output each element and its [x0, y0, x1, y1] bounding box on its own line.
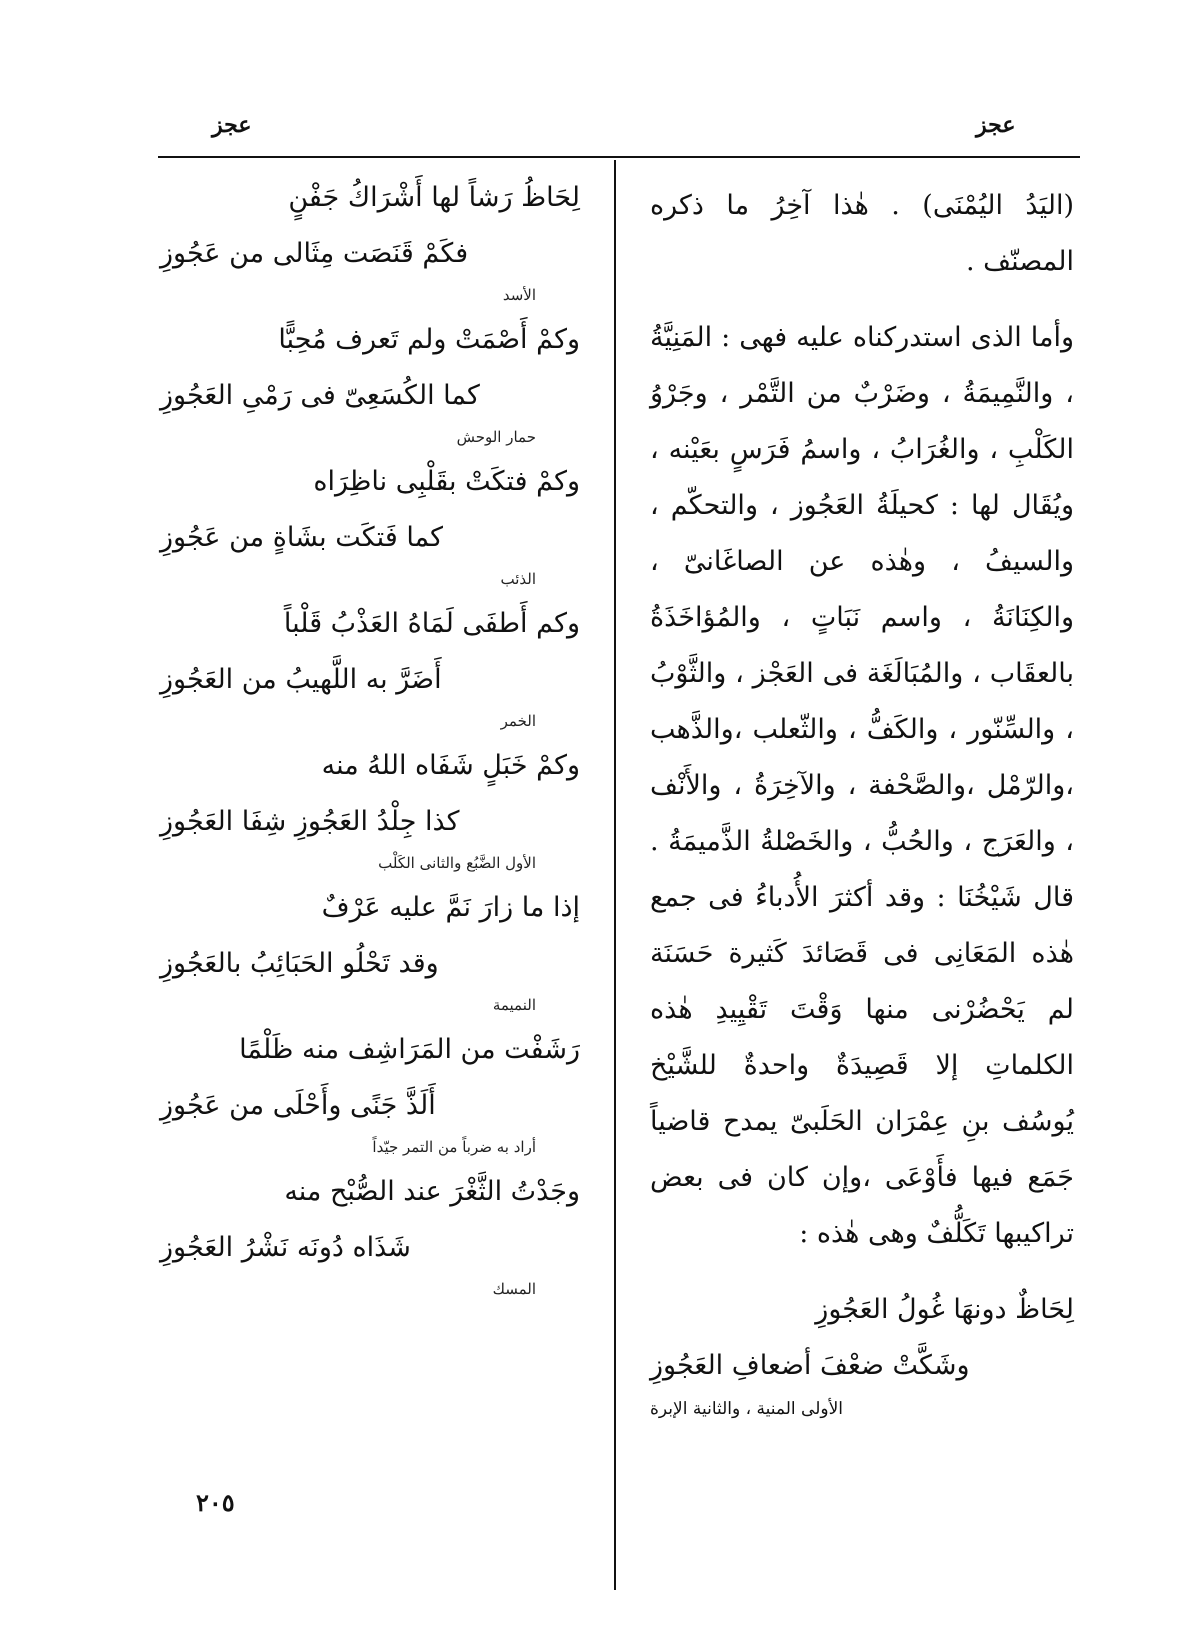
verse-gloss: الأسد	[502, 286, 536, 304]
verse-gloss: الأول الضَّبُع والثانى الكَلْب	[378, 854, 536, 872]
stanza	[160, 738, 580, 876]
stanza	[160, 1164, 580, 1302]
column-divider	[614, 160, 616, 1590]
verse-second-hemistich: كما فَتكَت بشَاةٍ من عَجُوزِ	[160, 522, 444, 553]
verse-line-a: لِحَاظٌ دونهَا غُولُ العَجُوزِ	[815, 1294, 1074, 1325]
verse-second-hemistich: وقد تَحْلُو الحَبَائِبُ بالعَجُوزِ	[160, 948, 439, 979]
verse-first-hemistich: لِحَاظُ رَشاً لها أَشْرَاكُ جَفْنٍ	[288, 182, 580, 213]
page-number: ٢٠٥	[196, 1488, 235, 1517]
running-header-right: عجز	[976, 112, 1016, 138]
running-header-left: عجز	[212, 112, 252, 138]
verse-first-hemistich: وجَدْتُ الثَّغْرَ عند الصُّبْح منه	[284, 1176, 580, 1207]
verse-second-hemistich: شَذَاه دُونَه نَشْرُ العَجُوزِ	[160, 1232, 411, 1263]
verse-line-b: وشَكَّتْ ضعْفَ أضعافِ العَجُوزِ	[650, 1350, 970, 1381]
header-rule	[158, 156, 1080, 158]
verse-second-hemistich: كذا جِلْدُ العَجُوزِ شِفَا العَجُوزِ	[160, 806, 460, 837]
verse-gloss: أراد به ضرباً من التمر جيّداً	[372, 1138, 536, 1156]
verse-first-hemistich: وكمْ خَبَلٍ شَفَاه اللهُ منه	[321, 750, 580, 781]
verse-gloss: النميمة	[492, 996, 536, 1014]
verse-first-hemistich: وكمْ فتكَتْ بقَلْبِى ناظِرَاه	[313, 466, 580, 497]
verse-gloss: المسك	[492, 1280, 536, 1298]
stanza	[160, 596, 580, 734]
verse-note: الأولى المنية ، والثانية الإبرة	[650, 1399, 844, 1419]
verse-first-hemistich: وكمْ أَصْمَتْ ولم تَعرف مُحِبًّا	[278, 324, 580, 355]
stanza	[160, 880, 580, 1018]
paragraph-1: (اليَدُ اليُمْنَى) . هٰذا آخِرُ ما ذكره المصنّف .	[650, 190, 1074, 277]
stanza	[160, 1022, 580, 1160]
verse-gloss: الخمر	[500, 712, 536, 730]
verse-second-hemistich: أَضَرَّ به اللَّهيبُ من العَجُوزِ	[160, 664, 442, 695]
left-column	[160, 170, 580, 1306]
verse-second-hemistich: كما الكُسَعِىّ فى رَمْىِ العَجُوزِ	[160, 380, 480, 411]
verse-gloss: حمار الوحش	[456, 428, 536, 446]
stanza	[160, 170, 580, 308]
stanza	[160, 454, 580, 592]
verse-first-hemistich: رَشَفْت من المَرَاشِف منه ظَلْمًا	[239, 1034, 580, 1065]
verse-first-hemistich: وكم أَطفَى لَمَاهُ العَذْبُ قَلْباً	[283, 608, 580, 639]
verse-second-hemistich: فكَمْ قَنَصَت مِثَالى من عَجُوزِ	[160, 238, 469, 269]
verse-first-hemistich: إذا ما زارَ نَمَّ عليه عَرْفٌ	[321, 892, 580, 923]
right-column	[650, 178, 1074, 1424]
verse-second-hemistich: أَلَذَّ جَنًى وأَحْلَى من عَجُوزِ	[160, 1090, 436, 1121]
paragraph-2: وأما الذى استدركناه عليه فهى : المَنِيَّةُ ، والنَّمِيمَةُ ، وضَرْبٌ من التَّمْر ، وجَرْوُ الكَلْبِ ، والغُرَابُ ، واسمُ فَرَسٍ بعَيْنه ، ويُقَال لها : كحيلَةُ العَجُوز ، والتحكّم ، والسيفُ ، وهٰذه عن الصاغَانىّ ، والكِنَانَةُ ، واسم نَبَاتٍ ، والمُؤاخَذَةُ بالعقَاب ، والمُبَالَغَة فى العَجْز ، والثَّوْبُ ، والسِّنّور ، والكَفُّ ، والثّعلب ،والذَّهب ،والرّمْل ،والصَّحْفة ، والآخِرَةُ ، والأَنْف ، والعَرَج ، والحُبُّ ، والخَصْلةُ الذَّميمَةُ . قال شَيْخُنَا : وقد أكثرَ الأُدباءُ فى جمع هٰذه المَعَانِى فى قَصَائدَ كَثيرة حَسَنَة لم يَحْضُرْنى منها وَقْتَ تَقْيِيدِ هٰذه الكلماتِ إلا قَصِيدَةٌ واحدةٌ للشَّيْخ يُوسُف بنِ عِمْرَان الحَلَبىّ يمدح قاضياً جَمَع فيها فأَوْعَى ،وإن كان فى بعض تراكيبها تَكَلُّفٌ وهى هٰذه :	[650, 322, 1074, 1249]
verse-gloss: الذئب	[500, 570, 536, 588]
stanza	[160, 312, 580, 450]
